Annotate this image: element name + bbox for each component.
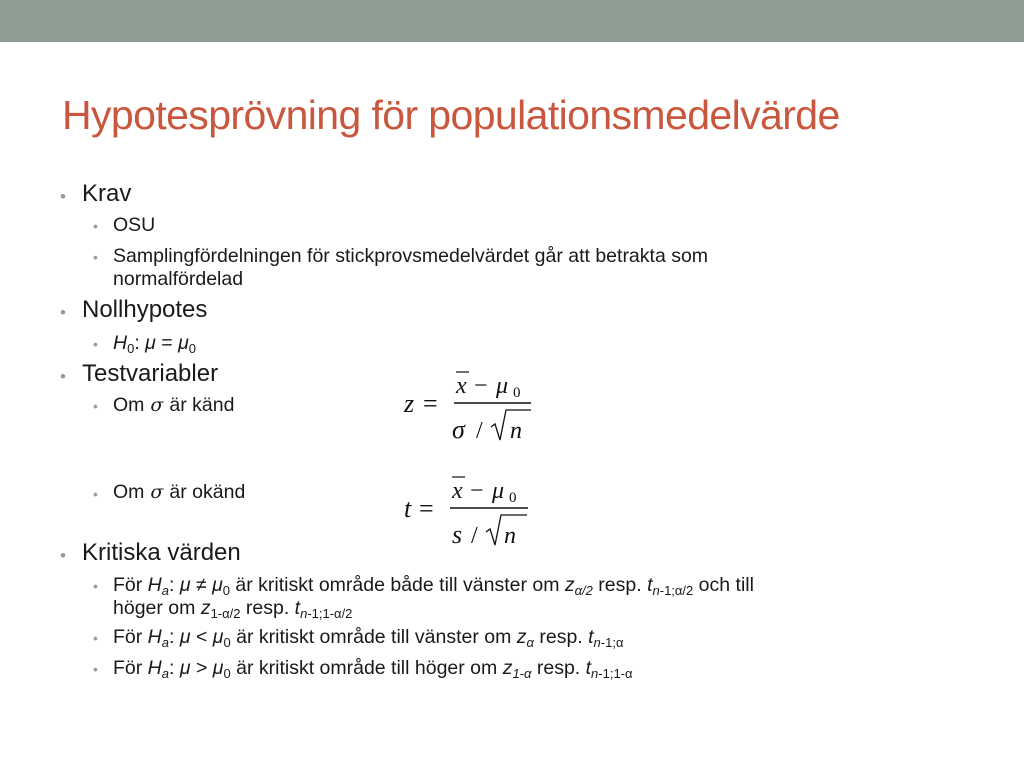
svg-text:−: − [474,373,488,399]
bullet-samplingfordelning [113,245,708,291]
bullet-marker: • [93,578,98,594]
bullet-marker: • [93,630,98,646]
bullet-nollhypotes: Nollhypotes [82,296,208,323]
bullet-marker: • [93,336,98,352]
sampling-line-1: Samplingfördelningen för stickprovsmedelvärdet går att betrakta som [113,245,709,267]
svg-text:/: / [476,418,483,444]
bullet-marker: • [93,249,98,265]
bullet-marker: • [93,218,98,234]
bullet-marker: • [60,546,66,565]
slide-title: Hypotesprövning för populationsmedelvärde [62,92,840,138]
t-test-formula [398,473,538,553]
bullet-marker: • [93,398,98,414]
svg-text:0: 0 [513,385,521,401]
svg-text:n: n [504,523,516,549]
svg-text:μ: μ [492,478,505,504]
bullet-marker: • [60,367,66,386]
sampling-line-2: normalfördelad [113,268,244,290]
bullet-marker: • [60,303,66,322]
bullet-osu: OSU [113,214,156,236]
svg-text:−: − [470,478,484,504]
bullet-marker: • [93,661,98,677]
bullet-sigma-unknown: Om σ är okänd [113,481,246,503]
critical-left-sided: För $H_a$: $\mu < \mu_0$ är kritiskt område till vänster om $z_\alpha$ resp. $t_{n-1;\alpha}$ [113,626,624,650]
sigma-symbol: σ [150,394,164,416]
svg-text:μ: μ [496,373,509,399]
svg-text:x: x [456,373,467,399]
bullet-marker: • [93,486,98,502]
critical-two-sided [113,574,754,620]
bullet-sigma-known: Om σ är känd [113,394,235,416]
bullet-marker: • [60,187,66,206]
bullet-krav: Krav [82,180,132,207]
svg-text:=: = [423,389,438,418]
critical-right-sided: För $H_a$: $\mu > \mu_0$ är kritiskt område till höger om $z_{1-\alpha}$ resp. $t_{n-1;1-\alpha}$ [113,657,633,681]
svg-text:x: x [452,478,463,504]
svg-text:s: s [452,520,463,549]
svg-text:σ: σ [452,415,465,444]
svg-text:0: 0 [509,490,517,506]
svg-text:t: t [404,494,412,523]
bullet-testvariabler: Testvariabler [82,360,219,387]
critical-two-sided-line-2: höger om $z_{1-\alpha/2}$ resp. $t_{n-1;1-\alpha/2}$ [113,597,353,621]
top-accent-bar [0,0,1024,42]
critical-two-sided-line-1: För $H_a$: $\mu \ne \mu_0$ är kritiskt område både till vänster om $z_{\alpha/2}$ resp. $t_{n-1;\alpha/2}$ och till [113,574,754,598]
svg-text:=: = [419,494,434,523]
null-hypothesis-expression: $H_0$: $\mu = \mu_0$ [113,332,197,356]
bullet-kritiska-varden: Kritiska värden [82,539,241,566]
svg-text:n: n [510,418,522,444]
svg-text:/: / [471,523,478,549]
z-test-formula [398,368,538,448]
sigma-symbol: σ [150,481,164,503]
svg-text:z: z [404,389,415,418]
